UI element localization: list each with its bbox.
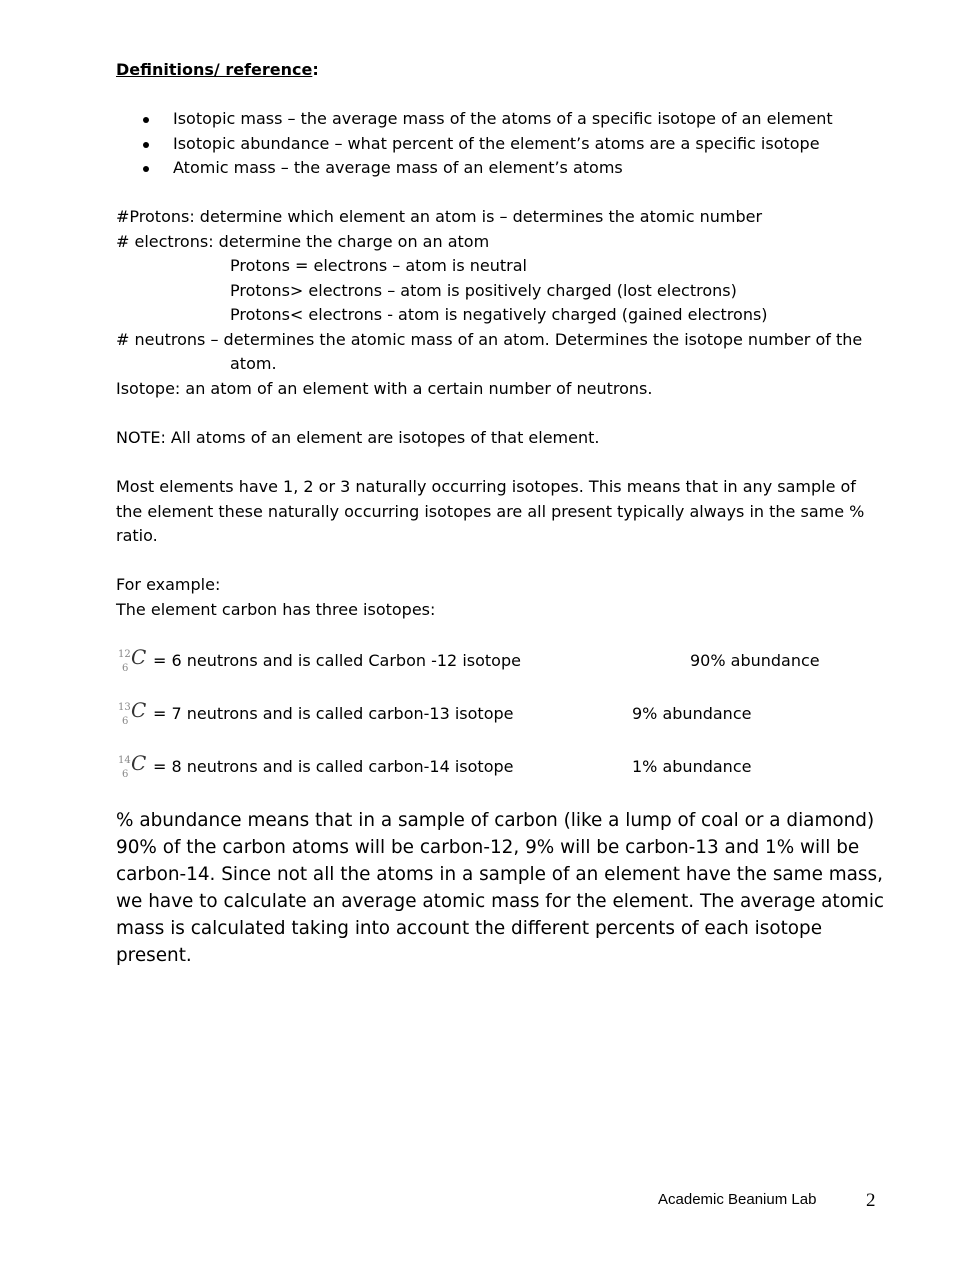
neutral-line: Protons = electrons – atom is neutral xyxy=(230,256,527,275)
most-elements-line-3: ratio. xyxy=(116,526,158,545)
neutrons-line-cont: atom. xyxy=(230,354,277,373)
note-line: NOTE: All atoms of an element are isotopes of that element. xyxy=(116,428,600,447)
element-symbol: C xyxy=(131,698,147,722)
atomic-number: 6 xyxy=(122,769,129,780)
neutrons-line: # neutrons – determines the atomic mass of an atom. Determines the isotope number of the xyxy=(116,330,863,349)
electrons-line: # electrons: determine the charge on an atom xyxy=(116,232,490,251)
definition-item xyxy=(116,134,833,159)
definition-text: Isotopic mass – the average mass of the atoms of a specific isotope of an element xyxy=(173,109,833,128)
definitions-list xyxy=(116,109,833,183)
atomic-number: 6 xyxy=(122,716,129,727)
mass-number: 14 xyxy=(118,755,131,766)
footer-lab-name: Academic Beanium Lab xyxy=(658,1191,817,1208)
atomic-number: 6 xyxy=(122,663,129,674)
definition-text: Atomic mass – the average mass of an element’s atoms xyxy=(173,158,623,177)
example-line: For example: xyxy=(116,575,221,594)
element-symbol: C xyxy=(131,645,147,669)
most-elements-line-2: the element these naturally occurring isotopes are all present typically always in the same % xyxy=(116,502,865,521)
bullet-icon xyxy=(143,117,149,123)
bullet-icon xyxy=(143,142,149,148)
mass-number: 12 xyxy=(118,649,131,660)
abundance-paragraph: % abundance means that in a sample of carbon (like a lump of coal or a diamond) 90% of the carbon atoms will be carbon-12, 9% will be carbon-13 and 1% will be carbon-14. Since not all the atoms in a sample of an element have the same mass, we have to calculate an average atomic mass for the element. The average atomic mass is calculated taking into account the different percents of each isotope present. xyxy=(116,810,885,966)
mass-number: 13 xyxy=(118,702,131,713)
isotope-description: = 7 neutrons and is called carbon-13 isotope xyxy=(153,704,514,723)
positive-line: Protons> electrons – atom is positively charged (lost electrons) xyxy=(230,281,737,300)
isotope-symbol xyxy=(116,753,150,781)
isotope-symbol xyxy=(116,700,150,728)
isotope-definition: Isotope: an atom of an element with a certain number of neutrons. xyxy=(116,379,653,398)
isotope-description: = 8 neutrons and is called carbon-14 isotope xyxy=(153,757,514,776)
heading-colon: : xyxy=(312,60,319,79)
definition-item xyxy=(116,158,833,183)
definition-item xyxy=(116,109,833,134)
isotope-abundance-c14: 1% abundance xyxy=(632,757,752,776)
definition-text: Isotopic abundance – what percent of the element’s atoms are a specific isotope xyxy=(173,133,820,153)
isotope-abundance-c13: 9% abundance xyxy=(632,704,752,723)
heading-title: Definitions/ reference xyxy=(116,60,313,79)
protons-line: #Protons: determine which element an atom is – determines the atomic number xyxy=(116,207,763,226)
isotope-abundance-c12: 90% abundance xyxy=(690,651,820,670)
bullet-icon xyxy=(143,166,149,172)
isotope-symbol xyxy=(116,647,150,675)
page-number: 2 xyxy=(866,1190,876,1211)
element-symbol: C xyxy=(131,751,147,775)
definitions-heading xyxy=(116,60,319,79)
negative-line: Protons< electrons - atom is negatively charged (gained electrons) xyxy=(230,305,768,324)
most-elements-line-1: Most elements have 1, 2 or 3 naturally occurring isotopes. This means that in any sample of xyxy=(116,477,856,496)
isotope-description: = 6 neutrons and is called Carbon -12 isotope xyxy=(153,651,521,670)
carbon-intro-line: The element carbon has three isotopes: xyxy=(116,600,436,619)
